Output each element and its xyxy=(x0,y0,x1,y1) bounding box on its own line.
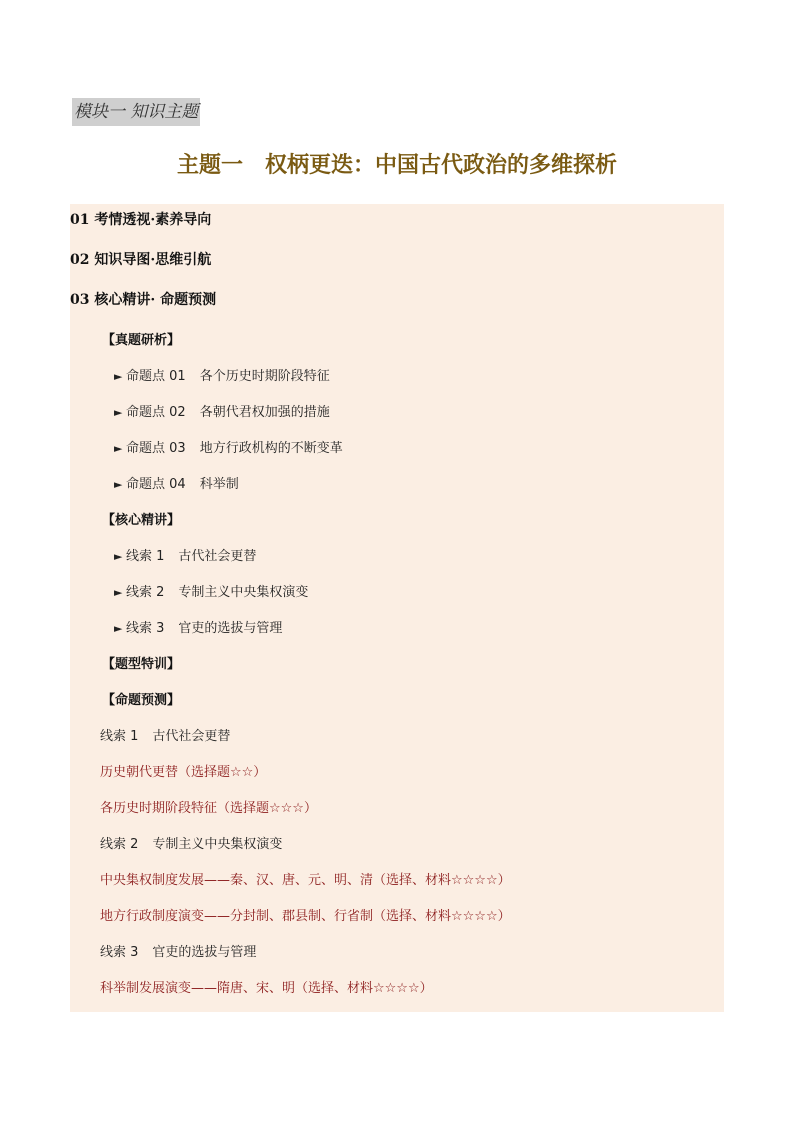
module-tag: 模块一 知识主题 xyxy=(72,98,200,126)
zhenti-label[interactable]: 【真题研析】 xyxy=(102,333,181,348)
toc-section-2[interactable]: 02 知识导图·思维引航 xyxy=(70,252,212,268)
yuce-thread-1[interactable]: 线索 1 古代社会更替 xyxy=(100,729,231,744)
yuce-t2-item-1[interactable]: 中央集权制度发展——秦、汉、唐、元、明、清（选择、材料☆☆☆☆） xyxy=(100,873,511,888)
arrow-right-icon: ► xyxy=(114,550,123,563)
arrow-right-icon: ► xyxy=(114,442,123,455)
zhenti-item-3[interactable]: ► 命题点 03 地方行政机构的不断变革 xyxy=(114,439,343,459)
title-part-2: 权柄更迭：中国古代政治的多维探析 xyxy=(265,153,618,178)
hexin-item-1[interactable]: ► 线索 1 古代社会更替 xyxy=(114,547,256,567)
yuce-label[interactable]: 【命题预测】 xyxy=(102,693,181,708)
zhenti-item-2[interactable]: ► 命题点 02 各朝代君权加强的措施 xyxy=(114,403,330,423)
table-of-contents xyxy=(70,204,724,1012)
tixing-label[interactable]: 【题型特训】 xyxy=(102,657,181,672)
arrow-right-icon: ► xyxy=(114,478,123,491)
yuce-t1-item-2[interactable]: 各历史时期阶段特征（选择题☆☆☆） xyxy=(100,801,317,816)
toc-section-1[interactable]: 01 考情透视·素养导向 xyxy=(70,212,212,228)
yuce-t3-item-1[interactable]: 科举制发展演变——隋唐、宋、明（选择、材料☆☆☆☆） xyxy=(100,981,433,996)
hexin-item-2[interactable]: ► 线索 2 专制主义中央集权演变 xyxy=(114,583,308,603)
hexin-item-3[interactable]: ► 线索 3 官吏的选拔与管理 xyxy=(114,619,282,639)
yuce-thread-2[interactable]: 线索 2 专制主义中央集权演变 xyxy=(100,837,283,852)
zhenti-item-1[interactable]: ► 命题点 01 各个历史时期阶段特征 xyxy=(114,367,330,387)
yuce-thread-3[interactable]: 线索 3 官吏的选拔与管理 xyxy=(100,945,257,960)
arrow-right-icon: ► xyxy=(114,406,123,419)
arrow-right-icon: ► xyxy=(114,586,123,599)
title-part-1: 主题一 xyxy=(176,153,243,178)
page-title xyxy=(0,150,794,182)
zhenti-item-4[interactable]: ► 命题点 04 科举制 xyxy=(114,475,239,495)
toc-section-3[interactable]: 03 核心精讲· 命题预测 xyxy=(70,292,217,308)
arrow-right-icon: ► xyxy=(114,370,123,383)
yuce-t1-item-1[interactable]: 历史朝代更替（选择题☆☆） xyxy=(100,765,267,780)
arrow-right-icon: ► xyxy=(114,622,123,635)
yuce-t2-item-2[interactable]: 地方行政制度演变——分封制、郡县制、行省制（选择、材料☆☆☆☆） xyxy=(100,909,511,924)
hexin-label[interactable]: 【核心精讲】 xyxy=(102,513,181,528)
